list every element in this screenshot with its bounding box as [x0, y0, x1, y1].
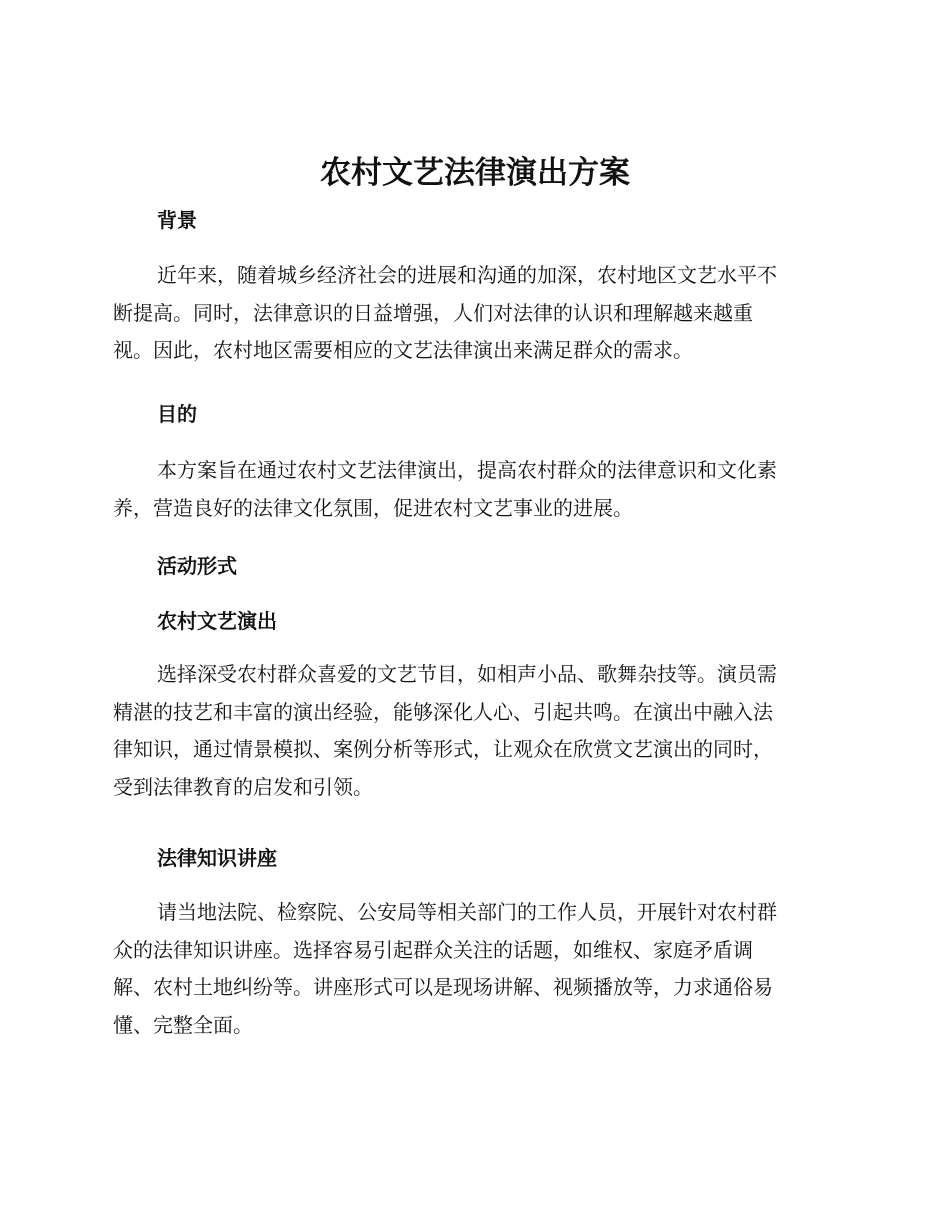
paragraph-line: 近年来，随着城乡经济社会的进展和沟通的加深，农村地区文艺水平不 — [157, 263, 777, 287]
paragraph-line: 律知识，通过情景模拟、案例分析等形式，让观众在欣赏文艺演出的同时， — [113, 737, 773, 761]
paragraph-line: 本方案旨在通过农村文艺法律演出，提高农村群众的法律意识和文化素 — [157, 458, 777, 482]
paragraph-line: 视。因此，农村地区需要相应的文艺法律演出来满足群众的需求。 — [113, 338, 693, 362]
purpose-paragraph — [113, 452, 831, 527]
paragraph-line: 断提高。同时，法律意识的日益增强，人们对法律的认识和理解越来越重 — [113, 300, 753, 325]
paragraph-line: 请当地法院、检察院、公安局等相关部门的工作人员，开展针对农村群 — [157, 900, 777, 924]
section-heading-background: 背景 — [157, 208, 197, 232]
legal-lecture-paragraph — [113, 894, 831, 1044]
paragraph-line: 选择深受农村群众喜爱的文艺节目，如相声小品、歌舞杂技等。演员需 — [157, 662, 777, 686]
paragraph-line: 养，营造良好的法律文化氛围，促进农村文艺事业的进展。 — [113, 495, 633, 520]
document-title: 农村文艺法律演出方案 — [320, 155, 630, 191]
rural-performance-paragraph — [113, 656, 831, 806]
paragraph-line: 解、农村土地纠纷等。讲座形式可以是现场讲解、视频播放等，力求通俗易 — [113, 975, 773, 999]
section-heading-purpose: 目的 — [157, 402, 197, 426]
paragraph-line: 精湛的技艺和丰富的演出经验，能够深化人心、引起共鸣。在演出中融入法 — [113, 699, 773, 724]
paragraph-line: 众的法律知识讲座。选择容易引起群众关注的话题，如维权、家庭矛盾调 — [113, 937, 753, 962]
paragraph-line: 受到法律教育的启发和引领。 — [113, 774, 373, 799]
section-heading-legal-lecture: 法律知识讲座 — [157, 846, 277, 870]
paragraph-line: 懂、完整全面。 — [113, 1012, 253, 1037]
section-heading-rural-performance: 农村文艺演出 — [157, 609, 277, 633]
section-heading-activity-format: 活动形式 — [157, 554, 237, 578]
background-paragraph — [113, 257, 831, 370]
